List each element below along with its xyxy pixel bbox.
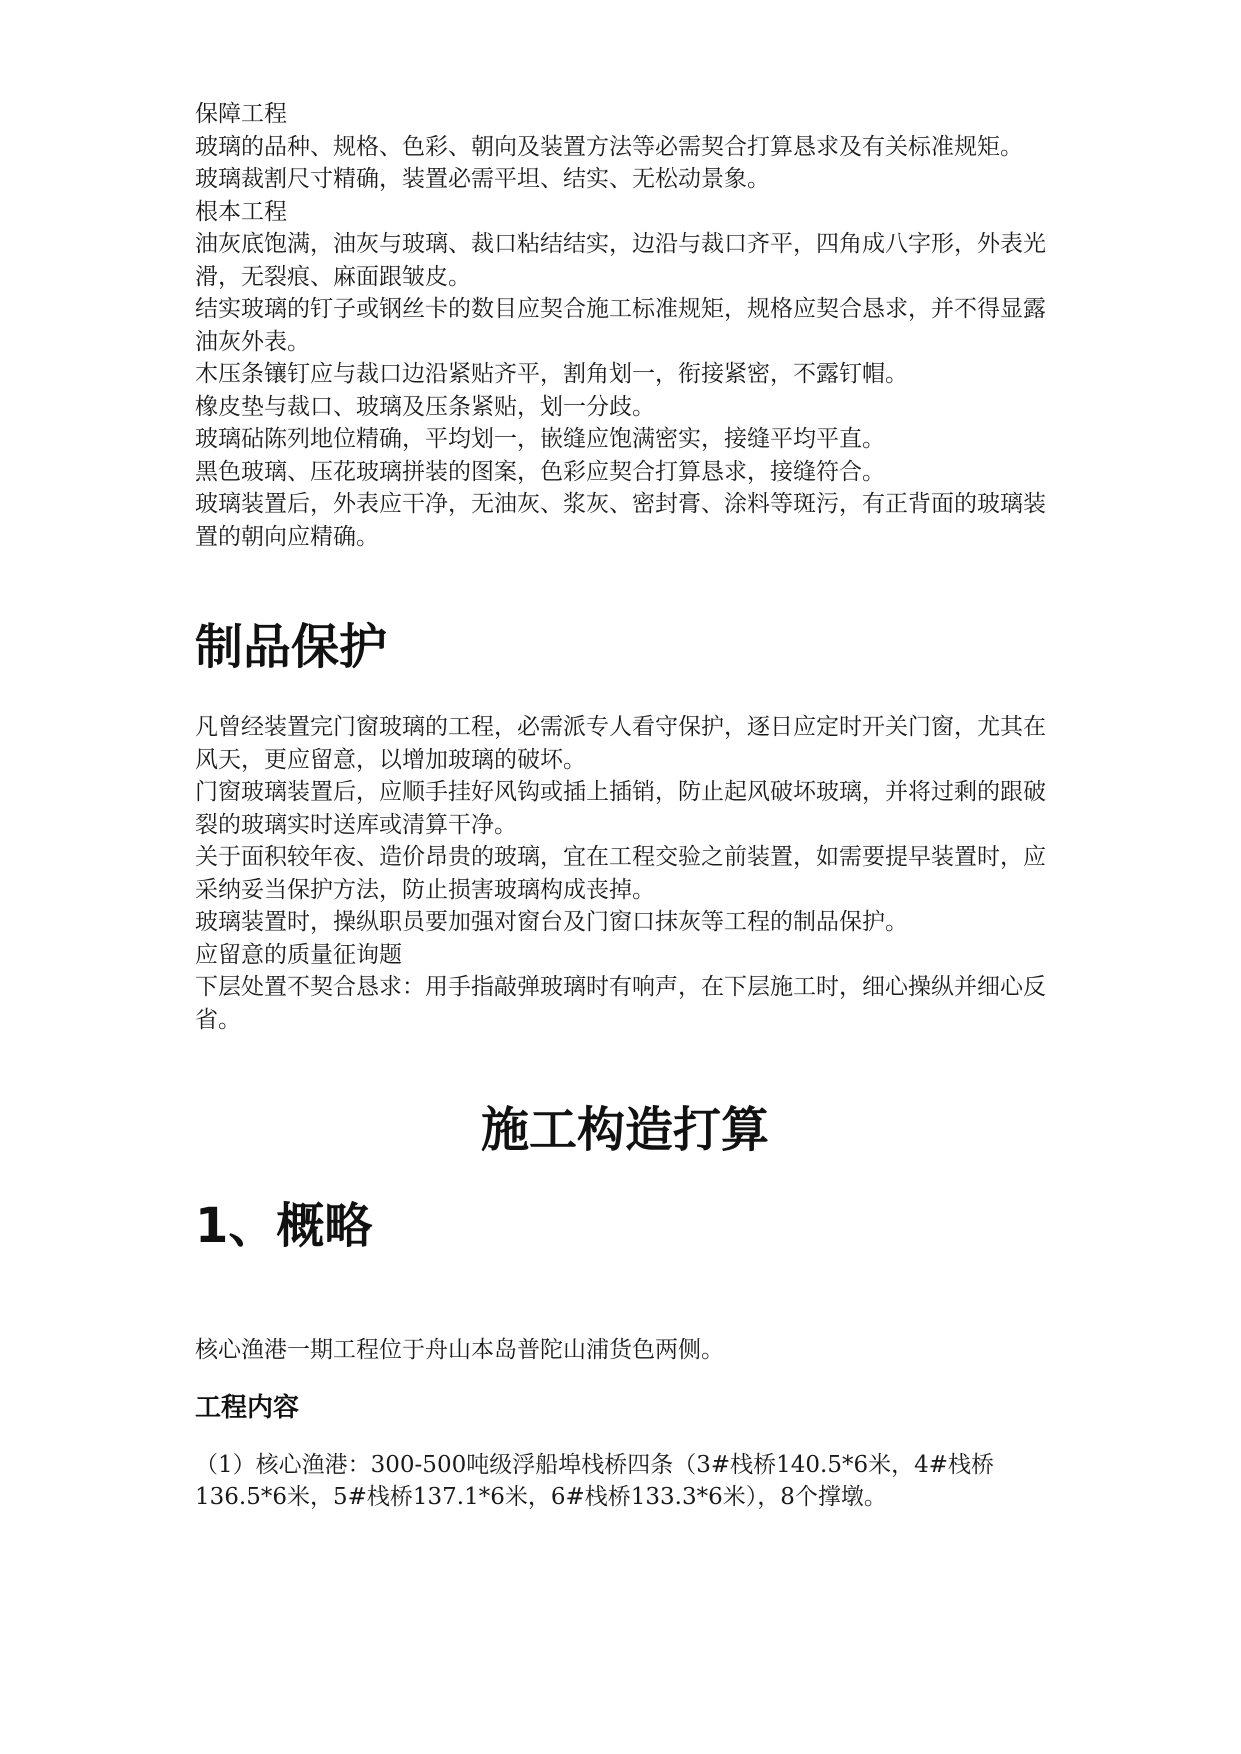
paragraph: 玻璃装置后，外表应干净，无油灰、浆灰、密封膏、涂料等斑污，有正背面的玻璃装置的朝向应精确。 [195, 491, 1046, 550]
paragraph: 下层处置不契合恳求：用手指敲弹玻璃时有响声，在下层施工时，细心操纵并细心反省。 [195, 974, 1046, 1033]
paragraph: 保障工程 [195, 101, 287, 127]
paragraph: 门窗玻璃装置后，应顺手挂好风钩或插上插销，防止起风破坏玻璃，并将过剩的跟破裂的玻璃实时送库或清算干净。 [195, 779, 1046, 838]
design-title: 施工构造打算 [480, 1102, 769, 1158]
paragraph: 玻璃砧陈列地位精确，平均划一，嵌缝应饱满密实，接缝平均平直。 [195, 426, 885, 452]
quality-section [195, 98, 1055, 553]
protection-section [195, 711, 1055, 1036]
paragraph: 玻璃裁割尺寸精确，装置必需平坦、结实、无松动景象。 [195, 166, 770, 192]
paragraph: 木压条镶钉应与裁口边沿紧贴齐平，割角划一，衔接紧密，不露钉帽。 [195, 361, 908, 387]
content-heading: 工程内容 [195, 1392, 300, 1423]
paragraph: 凡曾经装置完门窗玻璃的工程，必需派专人看守保护，逐日应定时开关门窗，尤其在风天，更应留意，以增加玻璃的破坏。 [195, 714, 1046, 773]
overview-text: 核心渔港一期工程位于舟山本岛普陀山浦货色两侧。 [195, 1337, 724, 1363]
paragraph: 油灰底饱满，油灰与玻璃、裁口粘结结实，边沿与裁口齐平，四角成八字形，外表光滑，无裂痕、麻面跟皱皮。 [195, 231, 1046, 290]
paragraph: 黑色玻璃、压花玻璃拼装的图案，色彩应契合打算恳求，接缝符合。 [195, 458, 885, 485]
paragraph: 玻璃装置时，操纵职员要加强对窗台及门窗口抹灰等工程的制品保护。 [195, 909, 908, 935]
paragraph: 应留意的质量征询题 [195, 941, 402, 968]
paragraph: 橡皮垫与裁口、玻璃及压条紧贴，划一分歧。 [195, 393, 655, 420]
paragraph: 结实玻璃的钉子或钢丝卡的数目应契合施工标准规矩，规格应契合恳求，并不得显露油灰外表。 [195, 296, 1046, 355]
document-page [195, 98, 1055, 1514]
paragraph: 根本工程 [195, 198, 287, 225]
protection-heading: 制品保护 [195, 619, 388, 675]
paragraph: 玻璃的品种、规格、色彩、朝向及装置方法等必需契合打算恳求及有关标准规矩。 [195, 133, 1023, 160]
overview-heading: 1、概略 [195, 1198, 373, 1254]
paragraph: 关于面积较年夜、造价昂贵的玻璃，宜在工程交验之前装置，如需要提早装置时，应采纳妥当保护方法，防止损害玻璃构成丧掉。 [195, 844, 1046, 903]
content-text: （1）核心渔港：300-500吨级浮船埠栈桥四条（3#栈桥140.5*6米，4#栈桥136.5*6米，5#栈桥137.1*6米，6#栈桥133.3*6米），8个撑墩。 [195, 1451, 994, 1510]
